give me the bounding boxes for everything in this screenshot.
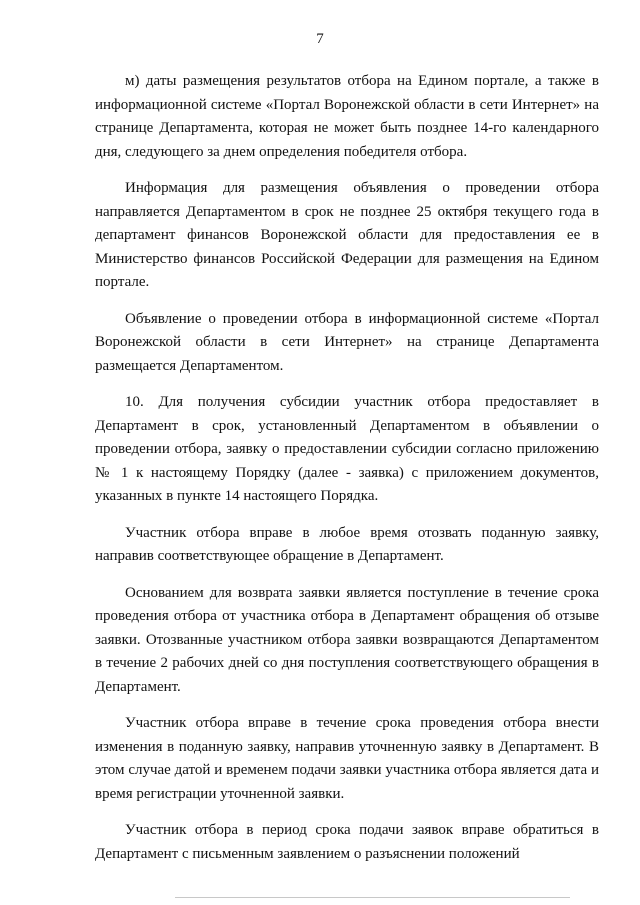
paragraph-application-changes: Участник отбора вправе в течение срока проведения отбора внести изменения в поданную заявку, направив уточненную заявку в Департамент. В этом случае датой и временем подачи заявки участника отбора является дата и время регистрации уточненной заявки. <box>95 715 599 802</box>
bottom-scan-edge <box>175 897 570 898</box>
page-number: 7 <box>316 31 324 47</box>
paragraph-announcement-info: Информация для размещения объявления о проведении отбора направляется Департаментом в срок не позднее 25 октября текущего года в департамент финансов Воронежской области для предоставления ее в Министерство финансов Российской Федерации для размещения на Едином портале. <box>95 180 599 290</box>
paragraph-withdraw-application: Участник отбора вправе в любое время отозвать поданную заявку, направив соответствующее обращение в Департамент. <box>95 524 599 564</box>
document-body <box>95 70 599 879</box>
paragraph-announcement-posting: Объявление о проведении отбора в информационной системе «Портал Воронежской области в сети Интернет» на странице Департамента размещается Департаментом. <box>95 310 599 374</box>
paragraph-return-grounds: Основанием для возврата заявки является поступление в течение срока проведения отбора от участника отбора в Департамент обращения об отзыве заявки. Отозванные участником отбора заявки возвращаются Департаментом в течение 2 рабочих дней со дня поступления соответствующего обращения в Департамент. <box>95 584 599 695</box>
paragraph-10-application-submission: 10. Для получения субсидии участник отбора предоставляет в Департамент в срок, установленный Департаментом в объявлении о проведении отбора, заявку о предоставлении субсидии согласно приложению № 1 к настоящему Порядку (далее - заявка) с приложением документов, указанных в пункте 14 настоящего Порядка. <box>95 394 599 504</box>
paragraph-clarification-request: Участник отбора в период срока подачи заявок вправе обратиться в Департамент с письменным заявлением о разъяснении положений <box>95 822 599 862</box>
paragraph-m-results-publication: м) даты размещения результатов отбора на Едином портале, а также в информационной системе «Портал Воронежской области в сети Интернет» на странице Департамента, которая не может быть позднее 14-го календарного дня, следующего за днем определения победителя отбора. <box>95 73 599 160</box>
